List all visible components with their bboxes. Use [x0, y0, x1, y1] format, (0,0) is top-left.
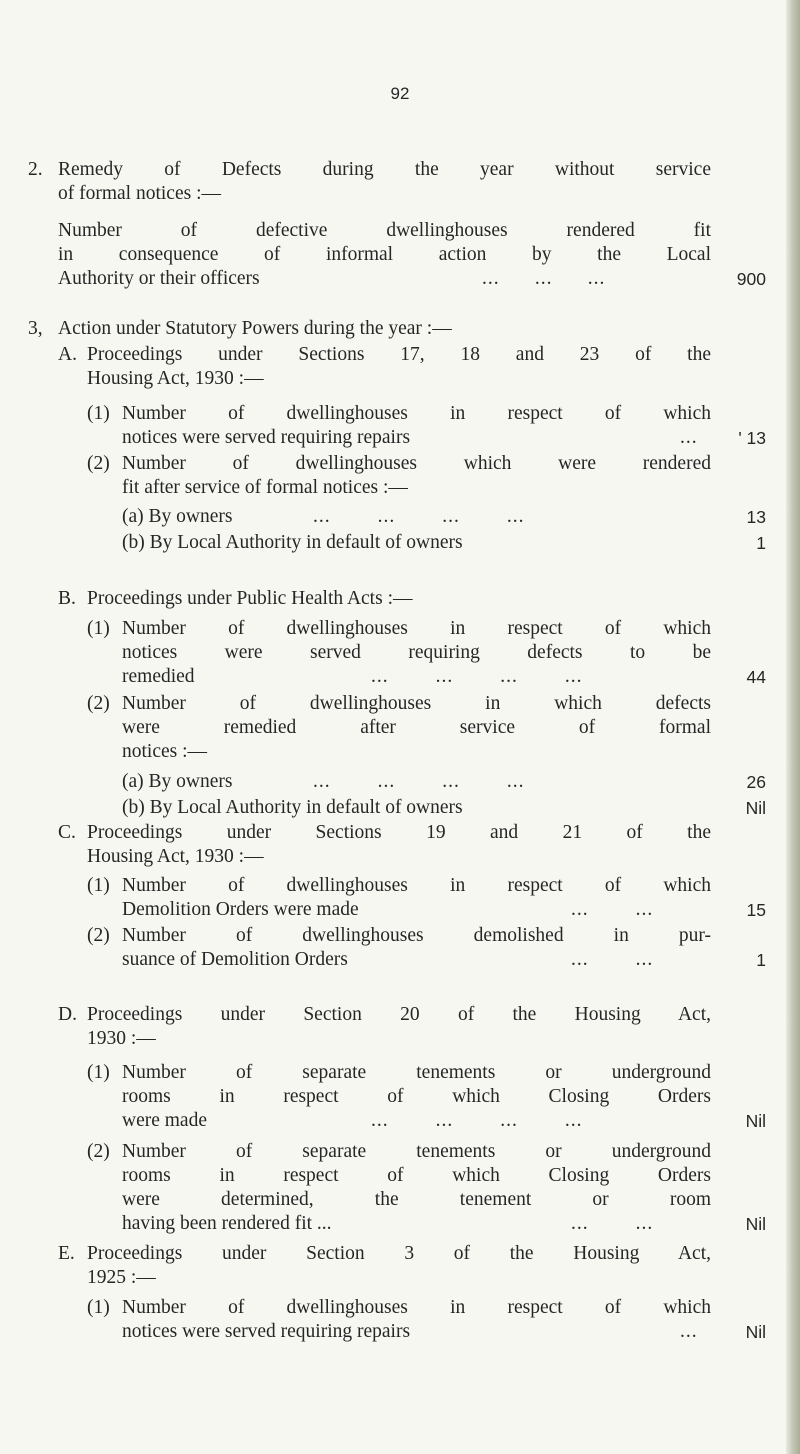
leader-dots: ... ...: [571, 1213, 654, 1234]
sub-item: (a) By owners: [122, 506, 233, 527]
item-text: Number of dwellinghouses in respect of which: [122, 618, 711, 639]
section-title: Action under Statutory Powers during the year :—: [58, 318, 452, 339]
item-number: (1): [87, 1297, 110, 1318]
leader-dots: ... ...: [571, 899, 654, 920]
subsection-title: 1925 :—: [87, 1267, 156, 1288]
subsection-title: Proceedings under Public Health Acts :—: [87, 588, 413, 609]
value: 15: [746, 900, 766, 920]
item-text: were remedied after service of formal: [122, 717, 711, 738]
value: 44: [746, 667, 766, 687]
value: 13: [746, 507, 766, 527]
item-text: Number of dwellinghouses in respect of which: [122, 1297, 711, 1318]
item-number: (2): [87, 453, 110, 474]
item-text: notices were served requiring repairs: [122, 1321, 411, 1342]
subsection-title: Proceedings under Sections 19 and 21 of the: [87, 822, 711, 843]
sub-item: (a) By owners: [122, 771, 233, 792]
item-number: (1): [87, 875, 110, 896]
value: Nil: [745, 1214, 766, 1234]
leader-dots: ... ... ... ...: [371, 1110, 583, 1131]
item-text: Number of dwellinghouses in which defects: [122, 693, 711, 714]
value: ' 13: [738, 428, 766, 448]
item-text: Demolition Orders were made: [122, 899, 359, 920]
item-number: (2): [87, 693, 110, 714]
item-text: Number of dwellinghouses in respect of which: [122, 875, 711, 896]
subsection-title: 1930 :—: [87, 1028, 156, 1049]
subsection-title: Proceedings under Sections 17, 18 and 23 of the: [87, 344, 711, 365]
item-text: remedied: [122, 666, 195, 687]
item-number: (1): [87, 618, 110, 639]
item-number: (1): [87, 1062, 110, 1083]
value: 1: [756, 533, 766, 553]
item-text: were made: [122, 1110, 207, 1131]
section-number: 3,: [28, 318, 43, 339]
item-text: Number of dwellinghouses demolished in pur-: [122, 925, 711, 946]
leader-dots: ... ...: [571, 949, 654, 970]
sub-item: (b) By Local Authority in default of owners: [122, 532, 463, 553]
section-number: 2.: [28, 159, 43, 180]
value: 900: [736, 269, 766, 289]
item-text: having been rendered fit ...: [122, 1213, 332, 1234]
item-text: rooms in respect of which Closing Orders: [122, 1086, 711, 1107]
subsection-title: Housing Act, 1930 :—: [87, 846, 264, 867]
section-title: of formal notices :—: [58, 183, 221, 204]
item-text: fit after service of formal notices :—: [122, 477, 408, 498]
item-text: were determined, the tenement or room: [122, 1189, 711, 1210]
subsection-letter: D.: [58, 1004, 77, 1025]
leader-dots: ...: [680, 1321, 698, 1342]
page-number: 92: [390, 84, 410, 103]
subsection-letter: A.: [58, 344, 77, 365]
subsection-letter: E.: [58, 1243, 75, 1264]
leader-dots: ...: [680, 427, 698, 448]
section-title: Remedy of Defects during the year without service: [58, 159, 711, 180]
subsection-title: Housing Act, 1930 :—: [87, 368, 264, 389]
item-text: notices :—: [122, 741, 208, 762]
subsection-letter: B.: [58, 588, 76, 609]
item-text: suance of Demolition Orders: [122, 949, 348, 970]
leader-dots: ... ... ... ...: [313, 771, 525, 792]
leader-dots: ... ... ... ...: [313, 506, 525, 527]
item-text: rooms in respect of which Closing Orders: [122, 1165, 711, 1186]
body-text: Number of defective dwellinghouses rendered fit: [58, 220, 711, 241]
leader-dots: ... ... ...: [482, 268, 606, 289]
item-text: Number of separate tenements or underground: [122, 1141, 711, 1162]
leader-dots: ... ... ... ...: [371, 666, 583, 687]
subsection-title: Proceedings under Section 20 of the Housing Act,: [87, 1004, 711, 1025]
item-text: Number of dwellinghouses in respect of which: [122, 403, 711, 424]
item-number: (2): [87, 925, 110, 946]
value: Nil: [745, 1322, 766, 1342]
body-text: in consequence of informal action by the Local: [58, 244, 711, 265]
item-number: (1): [87, 403, 110, 424]
item-text: notices were served requiring repairs: [122, 427, 411, 448]
item-text: notices were served requiring defects to be: [122, 642, 711, 663]
value: 1: [756, 950, 766, 970]
body-text: Authority or their officers: [58, 268, 260, 289]
value: Nil: [745, 798, 766, 818]
subsection-title: Proceedings under Section 3 of the Housing Act,: [87, 1243, 711, 1264]
value: 26: [746, 772, 766, 792]
subsection-letter: C.: [58, 822, 76, 843]
page-edge-shadow: [786, 0, 800, 1454]
item-number: (2): [87, 1141, 110, 1162]
sub-item: (b) By Local Authority in default of owners: [122, 797, 463, 818]
item-text: Number of dwellinghouses which were rendered: [122, 453, 711, 474]
value: Nil: [745, 1111, 766, 1131]
item-text: Number of separate tenements or underground: [122, 1062, 711, 1083]
